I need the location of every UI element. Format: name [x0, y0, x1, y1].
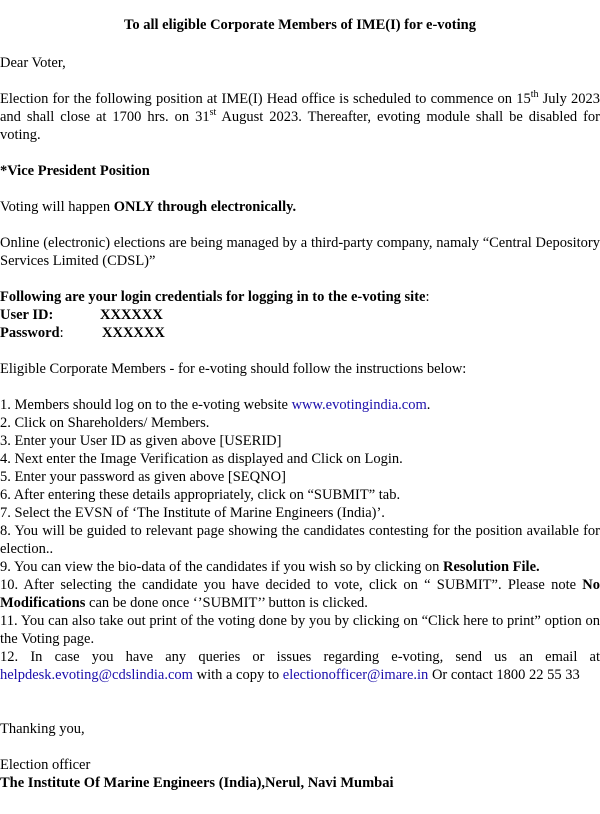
step-10-end: can be done once ‘’SUBMIT’’ button is clicked. — [85, 595, 368, 611]
user-id-value: XXXXXX — [100, 307, 163, 323]
document-title: To all eligible Corporate Members of IME(I) for e-voting — [124, 17, 476, 33]
password-value: XXXXXX — [102, 325, 165, 341]
credentials-heading-text: Following are your login credentials for logging in to the e-voting site — [0, 289, 426, 305]
step-4: 4. Next enter the Image Verification as displayed and Click on Login. — [0, 451, 403, 467]
helpdesk-email-link[interactable]: helpdesk.evoting@cdslindia.com — [0, 667, 193, 683]
step-10-text: 10. After selecting the candidate you have decided to vote, click on “ SUBMIT”. Please note — [0, 577, 583, 593]
no-modifications-text: No Modifications — [0, 577, 600, 611]
step-12-end: Or contact 1800 22 55 33 — [428, 667, 580, 683]
password-label — [0, 324, 102, 342]
intro-text-2: July 2023 and shall close at 1700 hrs. on 31 — [0, 91, 600, 125]
step-8: 8. You will be guided to relevant page showing the candidates contesting for the position available for election.. — [0, 523, 600, 557]
voting-note-prefix: Voting will happen — [0, 199, 114, 215]
intro-paragraph — [0, 90, 600, 144]
instructions-intro: Eligible Corporate Members - for e-voting should follow the instructions below: — [0, 361, 467, 377]
intro-sup-1: th — [530, 89, 539, 100]
step-12-mid: with a copy to — [192, 667, 283, 683]
credentials-heading — [0, 288, 600, 306]
voting-note-emphasis: ONLY through electronically. — [113, 199, 297, 215]
step-6: 6. After entering these details appropriately, click on “SUBMIT” tab. — [0, 487, 401, 503]
step-1-text: 1. Members should log on to the e-voting website — [0, 397, 292, 413]
position-title: *Vice President Position — [0, 163, 150, 179]
step-12 — [0, 648, 600, 684]
greeting: Dear Voter, — [0, 55, 66, 71]
password-label-colon: : — [59, 325, 64, 341]
step-1-end: . — [426, 397, 431, 413]
intro-text-3: August 2023. Thereafter, evoting module shall be disabled for voting. — [0, 109, 600, 143]
signature-role: Election officer — [0, 757, 91, 773]
step-2: 2. Click on Shareholders/ Members. — [0, 415, 210, 431]
step-5: 5. Enter your password as given above [SEQNO] — [0, 469, 286, 485]
intro-sup-2: st — [209, 107, 217, 118]
user-id-label: User ID: — [0, 307, 54, 323]
step-12-text: 12. In case you have any queries or issues regarding e-voting, send us an email at — [0, 649, 600, 665]
step-11: 11. You can also take out print of the voting done by you by clicking on “Click here to print” option on the Voting page. — [0, 613, 600, 647]
step-9 — [0, 558, 600, 576]
resolution-file-text: Resolution File. — [442, 559, 540, 575]
user-id-row — [0, 306, 600, 324]
password-label-text: Password — [0, 325, 60, 341]
instruction-steps — [0, 396, 600, 684]
evoting-website-link[interactable]: www.evotingindia.com — [291, 397, 427, 413]
election-officer-email-link[interactable]: electionofficer@imare.in — [282, 667, 429, 683]
step-3: 3. Enter your User ID as given above [USERID] — [0, 433, 282, 449]
voting-note — [0, 198, 600, 216]
intro-text-1: Election for the following position at IME(I) Head office is scheduled to commence on 15 — [0, 91, 531, 107]
signature-org: The Institute Of Marine Engineers (India),Nerul, Navi Mumbai — [0, 775, 394, 791]
step-1 — [0, 396, 600, 414]
step-10 — [0, 576, 600, 612]
password-row — [0, 324, 600, 342]
managed-by-paragraph: Online (electronic) elections are being managed by a third-party company, namaly “Central Depository Services Limited (CDSL)” — [0, 235, 600, 269]
credentials-heading-colon: : — [425, 289, 430, 305]
closing: Thanking you, — [0, 721, 85, 737]
step-9-text: 9. You can view the bio-data of the candidates if you wish so by clicking on — [0, 559, 443, 575]
step-7: 7. Select the EVSN of ‘The Institute of Marine Engineers (India)’. — [0, 505, 385, 521]
